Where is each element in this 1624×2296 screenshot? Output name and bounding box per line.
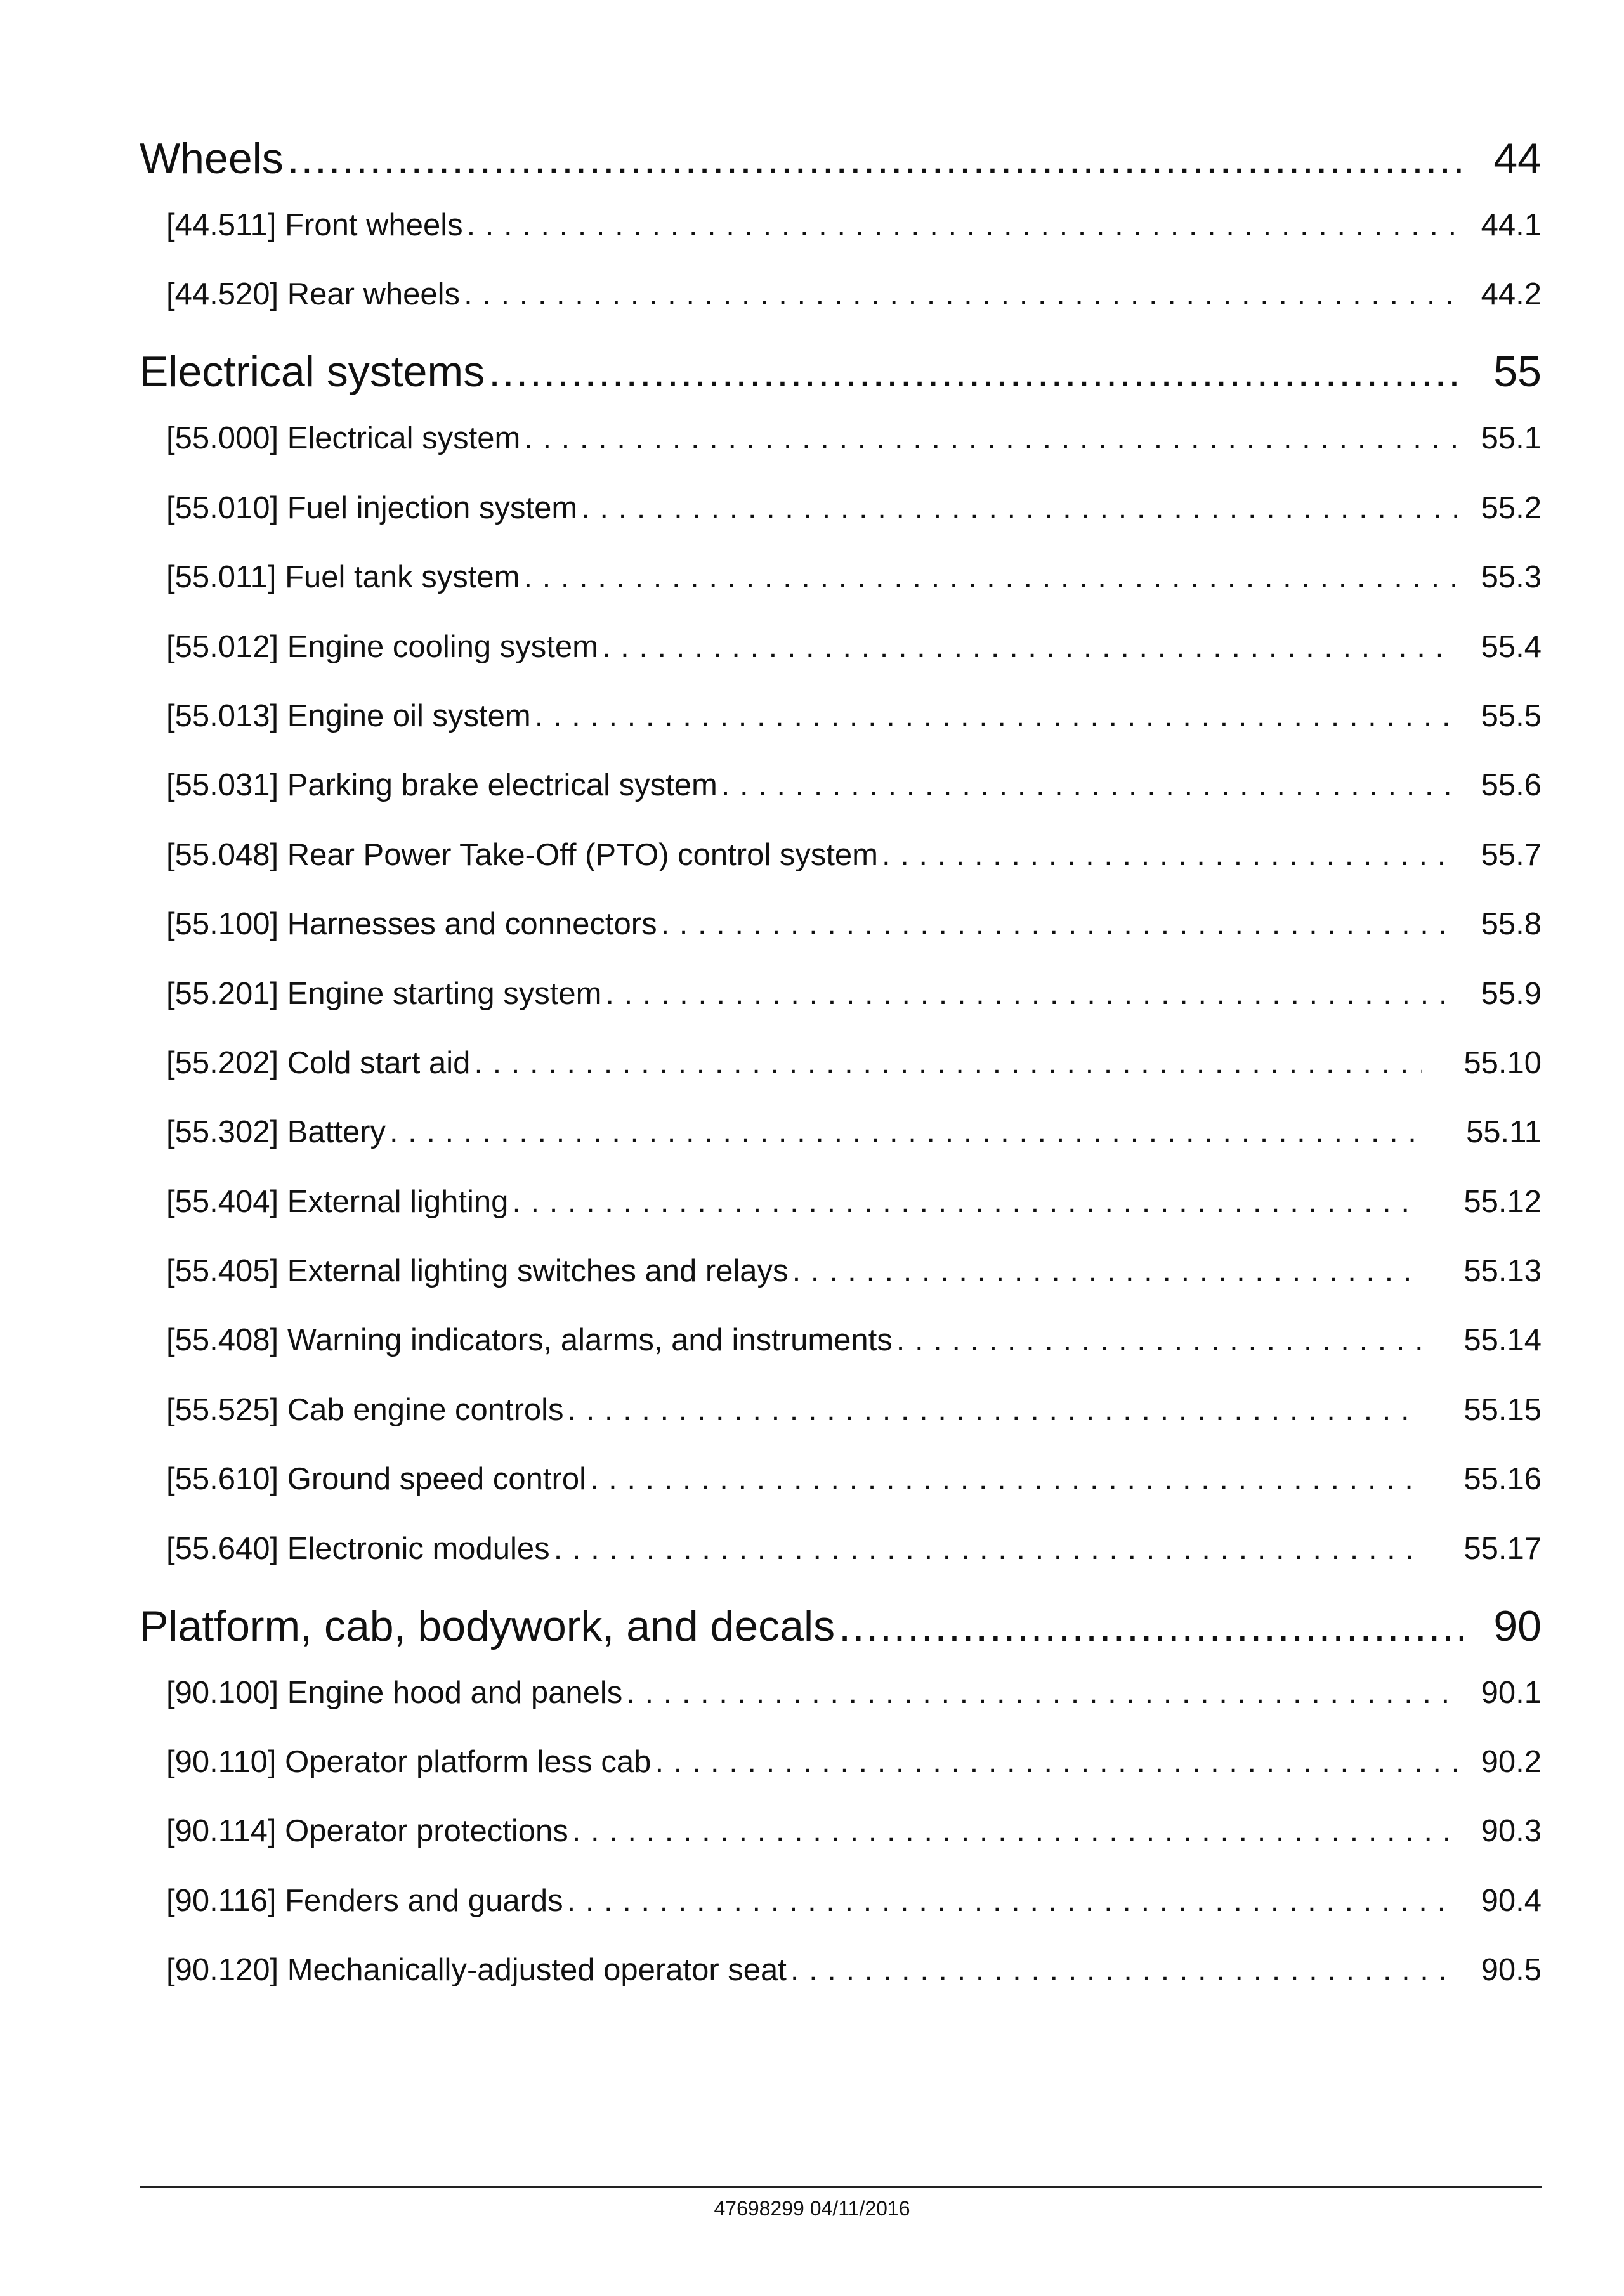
dot-leader (605, 975, 1457, 1013)
entry-page-number: 55.12 (1464, 1184, 1542, 1219)
entry-title: [55.201] Engine starting system (166, 976, 602, 1011)
toc-entry[interactable] (166, 275, 1542, 313)
entry-title: [55.640] Electronic modules (166, 1531, 550, 1566)
entry-title: [55.012] Engine cooling system (166, 629, 598, 664)
toc-section-heading[interactable] (140, 346, 1542, 397)
dot-leader (554, 1530, 1422, 1568)
footer-document-id: 47698299 04/11/2016 (714, 2197, 910, 2220)
entry-page-number: 90.1 (1481, 1675, 1542, 1710)
entry-title: [55.302] Battery (166, 1115, 386, 1150)
dot-leader (581, 489, 1457, 527)
entry-page-number: 55.3 (1481, 560, 1542, 595)
entry-page-number: 55.16 (1464, 1462, 1542, 1497)
entry-page-number: 55.4 (1481, 629, 1542, 664)
entry-title: [90.114] Operator protections (166, 1814, 568, 1849)
entry-title: [55.404] External lighting (166, 1184, 509, 1219)
toc-entry[interactable] (166, 836, 1542, 874)
entry-title: [90.116] Fenders and guards (166, 1883, 563, 1918)
toc-entry[interactable] (166, 1391, 1542, 1429)
entry-page-number: 55.9 (1481, 976, 1542, 1011)
entry-page-number: 55.15 (1464, 1392, 1542, 1427)
entry-page-number: 90.2 (1481, 1745, 1542, 1780)
entry-page-number: 55.7 (1481, 837, 1542, 872)
entry-page-number: 55.2 (1481, 490, 1542, 525)
dot-leader (524, 419, 1457, 457)
dot-leader (467, 206, 1457, 244)
entry-page-number: 90.4 (1481, 1883, 1542, 1918)
entry-title: [44.520] Rear wheels (166, 277, 461, 312)
toc-entry[interactable] (166, 1743, 1542, 1781)
entry-page-number: 55.6 (1481, 768, 1542, 803)
entry-page-number: 44.1 (1481, 208, 1542, 242)
dot-leader (568, 1391, 1422, 1429)
dot-leader (488, 346, 1463, 397)
entry-page-number: 44.2 (1481, 277, 1542, 312)
toc-entry[interactable] (166, 766, 1542, 804)
entry-title: [90.100] Engine hood and panels (166, 1675, 623, 1710)
dot-leader (882, 836, 1457, 874)
table-of-contents (140, 133, 1542, 1989)
dot-leader (626, 1674, 1457, 1712)
section-title: Wheels (140, 134, 284, 183)
entry-page-number: 55.13 (1464, 1254, 1542, 1289)
section-title: Electrical systems (140, 348, 485, 396)
dot-leader (512, 1183, 1422, 1221)
entry-page-number: 90.5 (1481, 1953, 1542, 1988)
entry-page-number: 90.3 (1481, 1814, 1542, 1849)
dot-leader (790, 1951, 1457, 1989)
entry-page-number: 55.10 (1464, 1045, 1542, 1080)
dot-leader (390, 1113, 1422, 1151)
entry-page-number: 55.17 (1464, 1531, 1542, 1566)
toc-entry[interactable] (166, 1674, 1542, 1712)
dot-leader (655, 1743, 1457, 1781)
entry-title: [55.405] External lighting switches and relays (166, 1254, 789, 1289)
dot-leader (572, 1812, 1457, 1850)
entry-page-number: 55.1 (1481, 421, 1542, 456)
footer-divider (140, 2186, 1542, 2188)
toc-entry[interactable] (166, 419, 1542, 457)
entry-title: [55.048] Rear Power Take-Off (PTO) control system (166, 837, 878, 872)
entry-title: [55.202] Cold start aid (166, 1045, 471, 1080)
dot-leader (523, 558, 1457, 596)
dot-leader (535, 697, 1457, 735)
dot-leader (792, 1252, 1422, 1290)
entry-title: [55.013] Engine oil system (166, 698, 531, 733)
dot-leader (287, 133, 1463, 184)
entry-title: [90.110] Operator platform less cab (166, 1745, 652, 1780)
section-page-number: 90 (1493, 1601, 1542, 1650)
entry-page-number: 55.8 (1481, 907, 1542, 942)
toc-entry[interactable] (166, 1530, 1542, 1568)
dot-leader (661, 905, 1457, 943)
entry-title: [44.511] Front wheels (166, 208, 463, 242)
entry-title: [55.610] Ground speed control (166, 1462, 586, 1497)
toc-entry[interactable] (166, 1321, 1542, 1359)
entry-title: [55.000] Electrical system (166, 421, 521, 456)
section-page-number: 55 (1493, 348, 1542, 396)
toc-entry[interactable] (166, 697, 1542, 735)
dot-leader (590, 1460, 1422, 1498)
entry-title: [55.010] Fuel injection system (166, 490, 578, 525)
toc-entry[interactable] (166, 1183, 1542, 1221)
toc-entry[interactable] (166, 975, 1542, 1013)
entry-title: [55.100] Harnesses and connectors (166, 907, 657, 942)
entry-title: [55.525] Cab engine controls (166, 1392, 564, 1427)
section-title: Platform, cab, bodywork, and decals (140, 1601, 835, 1650)
toc-entry[interactable] (166, 1460, 1542, 1498)
toc-section-heading[interactable] (140, 1601, 1542, 1652)
toc-entry[interactable] (166, 558, 1542, 596)
dot-leader (474, 1044, 1422, 1082)
toc-entry[interactable] (166, 1882, 1542, 1920)
toc-entry[interactable] (166, 1951, 1542, 1989)
toc-entry[interactable] (166, 628, 1542, 666)
dot-leader (839, 1601, 1463, 1652)
entry-page-number: 55.5 (1481, 698, 1542, 733)
toc-entry[interactable] (166, 206, 1542, 244)
dot-leader (896, 1321, 1422, 1359)
dot-leader (464, 275, 1457, 313)
toc-entry[interactable] (166, 489, 1542, 527)
dot-leader (567, 1882, 1457, 1920)
toc-entry[interactable] (166, 1113, 1542, 1151)
entry-title: [90.120] Mechanically-adjusted operator seat (166, 1953, 787, 1988)
toc-entry[interactable] (166, 1812, 1542, 1850)
toc-entry[interactable] (166, 905, 1542, 943)
section-page-number: 44 (1493, 134, 1542, 183)
entry-title: [55.408] Warning indicators, alarms, and instruments (166, 1323, 893, 1358)
entry-title: [55.031] Parking brake electrical system (166, 768, 717, 803)
toc-section-heading[interactable] (140, 133, 1542, 184)
entry-page-number: 55.11 (1466, 1115, 1542, 1150)
dot-leader (721, 766, 1457, 804)
toc-entry[interactable] (166, 1252, 1542, 1290)
entry-title: [55.011] Fuel tank system (166, 560, 520, 595)
entry-page-number: 55.14 (1464, 1323, 1542, 1358)
toc-entry[interactable] (166, 1044, 1542, 1082)
dot-leader (602, 628, 1457, 666)
